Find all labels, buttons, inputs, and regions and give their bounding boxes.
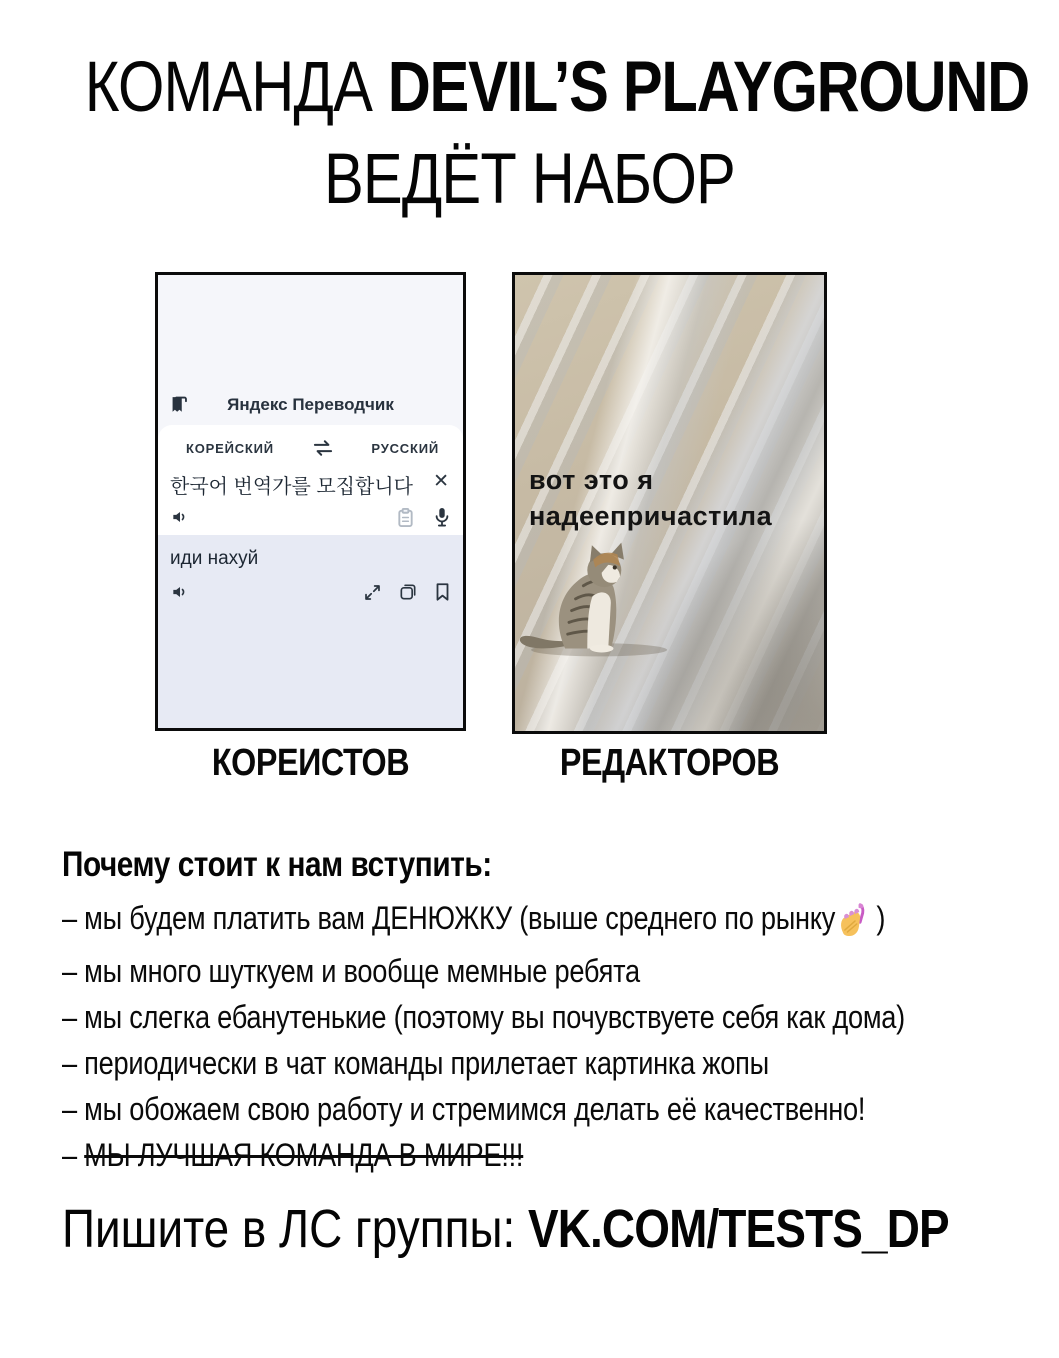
- language-selector-row: [158, 425, 463, 467]
- meme-line2: надеепричастила: [529, 500, 773, 531]
- poster-title-line2: ВЕДЁТ НАБОР: [323, 140, 735, 219]
- translation-right-icons: [363, 582, 451, 602]
- strikethrough-text: МЫ ЛУЧШАЯ КОМАНДА В МИРЕ!!!: [84, 1137, 524, 1173]
- translated-text: иди нахуй: [170, 548, 259, 569]
- translator-header: [158, 387, 463, 423]
- translator-panel: [158, 275, 463, 728]
- expand-icon[interactable]: [363, 583, 382, 602]
- footer-prefix: Пишите в ЛС группы:: [62, 1199, 528, 1259]
- target-language-button[interactable]: РУССКИЙ: [371, 440, 439, 456]
- reason-item-quality: – мы обожаем свою работу и стремимся делать её качественно!: [62, 1091, 866, 1127]
- title-team-word: КОМАНДА: [84, 48, 388, 127]
- caption-editors: РЕДАКТОРОВ: [559, 742, 780, 784]
- bookmark-icon[interactable]: [434, 582, 451, 602]
- translation-toolbar: [158, 570, 463, 602]
- reason-item-crazy: – мы слегка ебанутенькие (поэтому вы почувствуете себя как дома): [62, 999, 905, 1035]
- source-text-row: [158, 467, 463, 499]
- source-language-button[interactable]: КОРЕЙСКИЙ: [186, 440, 274, 456]
- reasons-section: [62, 845, 1018, 1178]
- reason-item-jokes: – мы много шуткуем и вообще мемные ребята: [62, 953, 640, 989]
- copy-icon[interactable]: [398, 582, 418, 602]
- reasons-heading: Почему стоит к нам вступить:: [62, 845, 492, 884]
- translator-source-card: [158, 425, 463, 535]
- speaker-icon[interactable]: [170, 507, 190, 527]
- clipboard-icon[interactable]: [396, 507, 415, 528]
- speaker-icon[interactable]: [170, 582, 190, 602]
- close-icon[interactable]: ✕: [433, 471, 449, 492]
- source-text[interactable]: 한국어 번역가를 모집합니다: [170, 476, 413, 498]
- caption-koreists: КОРЕИСТОВ: [211, 742, 410, 784]
- cat-meme-image: [512, 272, 827, 734]
- vk-group-link[interactable]: VK.COM/TESTS_DP: [527, 1199, 949, 1259]
- reason-item-pay: – мы будем платить вам ДЕНЮЖКУ (выше среднего по рынку ): [62, 895, 1018, 948]
- reason-item-best-team: – МЫ ЛУЧШАЯ КОМАНДА В МИРЕ!!!: [62, 1137, 524, 1173]
- translation-section: [158, 535, 463, 728]
- microphone-icon[interactable]: [433, 506, 451, 528]
- title-team-name: DEVIL’S PLAYGROUND: [387, 48, 1029, 127]
- reason-item-chat-pics: – периодически в чат команды прилетает картинка жопы: [62, 1045, 769, 1081]
- beach-background: [515, 275, 824, 731]
- swap-languages-icon[interactable]: [312, 439, 334, 457]
- meme-overlay-text: [529, 463, 772, 534]
- meme-line1: вот это я: [529, 465, 654, 495]
- poster-title-line1: [84, 48, 1029, 127]
- source-right-icons: [396, 506, 451, 528]
- footer-contact-line: [62, 1198, 1023, 1260]
- sitting-cat-illustration: [515, 523, 725, 659]
- translator-screenshot: [155, 272, 466, 731]
- translator-app-title: Яндекс Переводчик: [227, 395, 394, 414]
- source-toolbar: [158, 499, 463, 528]
- nail-polish-emoji: [837, 902, 868, 948]
